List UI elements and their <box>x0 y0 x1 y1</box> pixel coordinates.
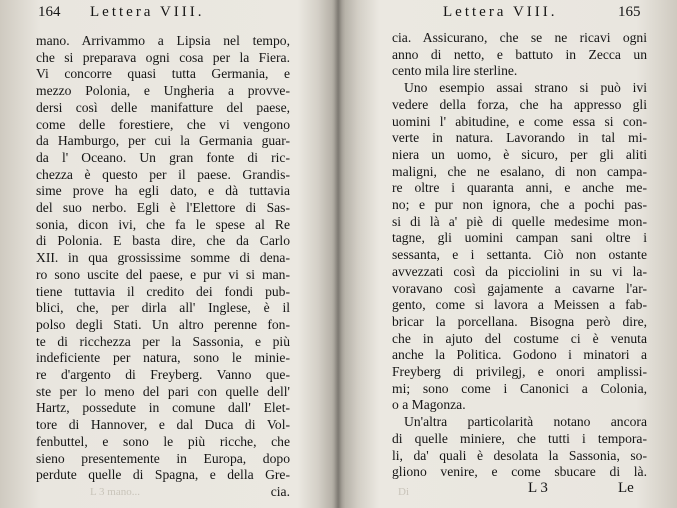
text-line: niera un uomo, è sicuro, per gli aliti <box>392 146 647 162</box>
text-line: voravano così gajamente a cavarne l'ar- <box>392 280 647 296</box>
text-line: o a Magonza. <box>392 397 466 413</box>
text-line: tagne, gli uomini campan sani oltre i <box>392 230 647 246</box>
text-line: indeficiente per natura, sono le minie- <box>36 350 290 366</box>
text-line: vedere della forza, che ha appresso gli <box>392 96 647 112</box>
text-line: cia. Assicurano, che se ne ricavi ogni <box>392 30 647 45</box>
text-line: re d'argento di Freyberg. Vanno que- <box>36 367 290 383</box>
text-line: sieno presentemente in Europa, dopo <box>36 450 290 466</box>
text-line: anno di netto, e battuto in Zecca un <box>392 46 647 62</box>
text-line: Hartz, possedute in comune dall' Elet- <box>36 400 290 416</box>
text-line: mano. Arrivammo a Lipsia nel tempo, <box>36 33 290 48</box>
text-line: Un'altra particolarità notano ancora <box>404 414 647 430</box>
text-line: bricar la porcellana. Bisogna però dire, <box>392 313 647 329</box>
left-page-body <box>36 33 290 501</box>
text-line: uomini l' abitudine, e come essa si con- <box>392 113 647 129</box>
right-page-number: 165 <box>618 4 641 20</box>
text-line: XII. in qua grossissime somme di dena- <box>36 250 290 266</box>
text-line: ro sono uscite del paese, e pur vi si man- <box>36 266 290 282</box>
text-line: che si preparava ogni cosa per la Fiera. <box>36 49 290 65</box>
text-line: da Hamburgo, per cui la Germania guar- <box>36 133 290 149</box>
left-running-head: Lettera VIII. <box>90 4 205 20</box>
right-page <box>338 0 677 508</box>
text-line: tore di Hannover, e dal Duca di Vol- <box>36 417 290 433</box>
text-line: Uno esempio assai strano si può ivi <box>404 80 647 96</box>
text-line: li, da' quali è desolata la Sassonia, so- <box>392 447 647 463</box>
left-bleed-through: L 3 mano... <box>90 486 140 498</box>
right-bleed-through: Di <box>398 486 409 498</box>
text-line: fenbuttel, e sono le più ricche, che <box>36 433 290 449</box>
text-line: da l' Oceano. Un gran fonte di ric- <box>36 149 290 165</box>
text-line: polso degli Stati. Un altro perenne fon- <box>36 316 290 332</box>
text-line: sessanta, e i settanta. Ciò non ostante <box>392 247 647 263</box>
text-line: dersi così delle manifatture del paese, <box>36 99 290 115</box>
catchword: Le <box>618 480 634 496</box>
text-line: sonia, dicon ivi, che fa le spese al Re <box>36 216 290 232</box>
text-line: anche la Politica. Godono i minatori a <box>392 347 647 363</box>
right-running-head: Lettera VIII. <box>443 4 558 20</box>
text-line: tiene tuttavia il credito dei fondi pub- <box>36 283 290 299</box>
text-line: no; e pur non ignora, che a pochi pas- <box>392 197 647 213</box>
left-page-number: 164 <box>38 4 61 20</box>
text-line: gento, come si lavora a Meissen a fab- <box>392 297 647 313</box>
text-line: sime prove ha egli dato, e dà tuttavia <box>36 183 290 199</box>
text-line: chezza è questo per il paese. Grandis- <box>36 166 290 182</box>
text-line: avvezzati così da picciolini in su vi la- <box>392 263 647 279</box>
text-line: Vi concorre quasi tutta Germania, e <box>36 66 290 82</box>
right-page-body <box>392 30 647 481</box>
signature-mark: L 3 <box>528 480 548 496</box>
text-line: cia. <box>270 483 290 499</box>
text-line: verte in natura. Lavorando in tal mi- <box>392 130 647 146</box>
text-line: maligni, che ne esalano, di non campa- <box>392 163 647 179</box>
text-line: di Polonia. E basta dire, che da Carlo <box>36 233 290 249</box>
left-page <box>0 0 334 508</box>
text-line: di quelle miniere, che tutti i tempora- <box>392 430 647 446</box>
text-line: re oltre i quaranta anni, e anche me- <box>392 180 647 196</box>
text-line: perdute quelle di Spagna, e della Gre- <box>36 467 290 483</box>
text-line: mezzo Polonia, e Ungheria a provve- <box>36 83 290 99</box>
text-line: ste per lo meno del pari con quelle dell' <box>36 383 290 399</box>
text-line: Freyberg di privilegj, e onori amplissi- <box>392 364 647 380</box>
text-line: che in ajuto del costume ci è venuta <box>392 330 647 346</box>
text-line: del suo nerbo. Egli è l'Elettore di Sas- <box>36 200 290 216</box>
text-line: gliono venire, e come sbucare di là. <box>392 464 647 480</box>
text-line: blici, che, per dirla all' Inglese, è il <box>36 300 290 316</box>
text-line: mi; sono come i Canonici a Colonia, <box>392 380 647 396</box>
text-line: come delle forestiere, che vi vengono <box>36 116 290 132</box>
text-line: cento mila lire sterline. <box>392 63 518 79</box>
text-line: si di là a' piè di quelle medesime mon- <box>392 213 647 229</box>
text-line: te di ricchezza per la Sassonia, e più <box>36 333 290 349</box>
